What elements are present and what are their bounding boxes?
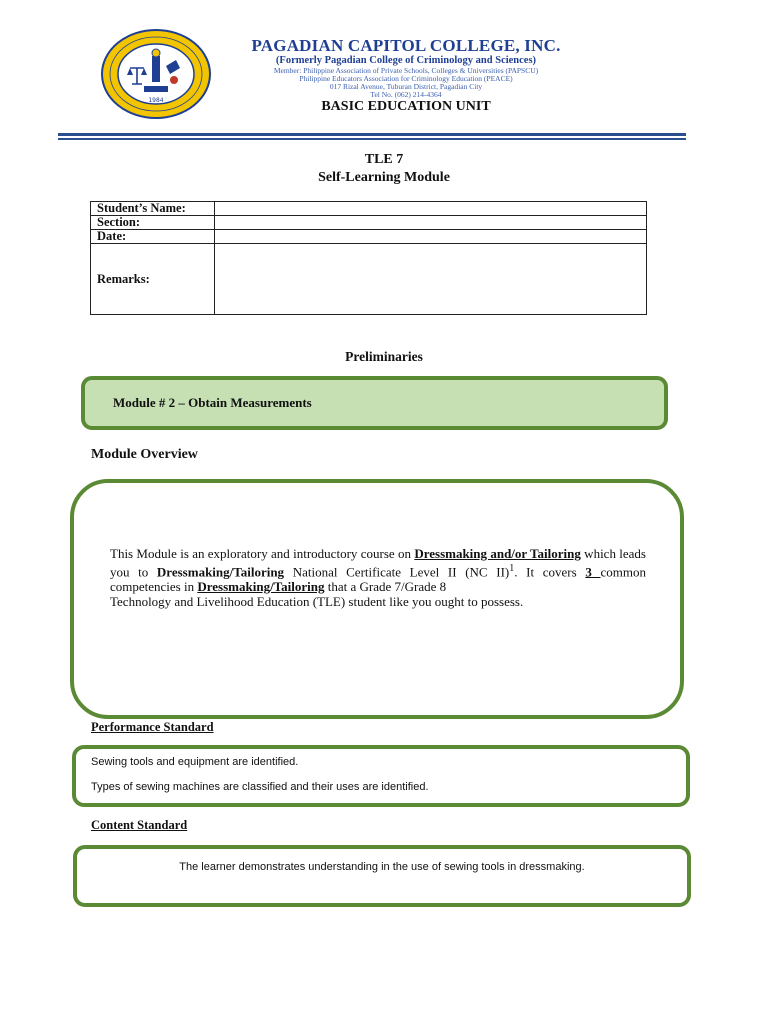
- student-info-table: [90, 201, 647, 315]
- competency-count: 3: [585, 564, 601, 580]
- module-overview-heading: Module Overview: [91, 447, 198, 462]
- association-line: Philippine Educators Association for Criminology Education (PEACE): [299, 74, 513, 83]
- tel-line: Tel No. (062) 214-4364: [370, 90, 442, 99]
- member-line: Member: Philippine Association of Private Schools, Colleges & Universities (PAPSCU): [273, 66, 539, 75]
- module-label: Module # 2 – Obtain Measurements: [113, 395, 312, 410]
- date-label: Date:: [91, 230, 215, 244]
- performance-standard-heading: Performance Standard: [91, 720, 214, 734]
- overview-text-part: which leads you to: [110, 546, 646, 580]
- header-rule: [58, 133, 686, 136]
- overview-text: [110, 546, 646, 609]
- overview-text-part: This Module is an exploratory and introductory course on: [110, 546, 415, 561]
- overview-emphasis: Dressmaking/Tailoring: [197, 579, 325, 595]
- college-seal-icon: [100, 28, 212, 120]
- overview-emphasis: Dressmaking and/or Tailoring: [414, 546, 581, 561]
- unit-title: BASIC EDUCATION UNIT: [321, 99, 491, 114]
- footnote-marker: 1: [509, 563, 515, 574]
- overview-paragraph: [110, 546, 646, 594]
- performance-standard-box: [72, 745, 690, 807]
- table-row: [91, 244, 647, 315]
- subject-title: TLE 7: [364, 152, 404, 167]
- college-name: PAGADIAN CAPITOL COLLEGE, INC.: [251, 36, 561, 55]
- content-standard-box: [73, 845, 691, 907]
- preliminaries-heading: Preliminaries: [345, 349, 423, 364]
- svg-text:1984: 1984: [148, 97, 164, 104]
- list-item: Types of sewing machines are classified and their uses are identified.: [91, 781, 429, 793]
- table-row: [91, 230, 647, 244]
- overview-emphasis: Dressmaking/Tailoring: [156, 564, 285, 580]
- module-type-title: Self-Learning Module: [318, 170, 450, 185]
- table-row: [91, 202, 647, 216]
- remarks-label: Remarks:: [91, 244, 215, 315]
- student-name-label: Student’s Name:: [91, 202, 215, 216]
- content-standard-text: The learner demonstrates understanding in the use of sewing tools in dressmaking.: [179, 861, 585, 873]
- table-row: [91, 216, 647, 230]
- overview-text-part: common competencies in: [110, 564, 646, 595]
- formerly-name: (Formerly Pagadian College of Criminology and Sciences): [275, 55, 537, 66]
- content-standard-heading: Content Standard: [91, 818, 188, 832]
- list-item: Sewing tools and equipment are identified.: [91, 756, 299, 768]
- overview-paragraph-2: Technology and Livelihood Education (TLE) student like you ought to possess.: [110, 594, 524, 610]
- overview-text-part: that a Grade 7/Grade 8: [324, 579, 447, 595]
- overview-text-part: National Certificate Level II (NC II): [284, 564, 510, 580]
- header-rule-thin: [58, 138, 686, 140]
- address-line: 017 Rizal Avenue, Tuburan District, Pagadian City: [329, 82, 483, 91]
- student-name-field[interactable]: [215, 202, 647, 216]
- date-field[interactable]: [215, 230, 647, 244]
- section-label: Section:: [91, 216, 215, 230]
- remarks-field[interactable]: [215, 244, 647, 315]
- section-field[interactable]: [215, 216, 647, 230]
- overview-text-part: . It covers: [514, 564, 586, 580]
